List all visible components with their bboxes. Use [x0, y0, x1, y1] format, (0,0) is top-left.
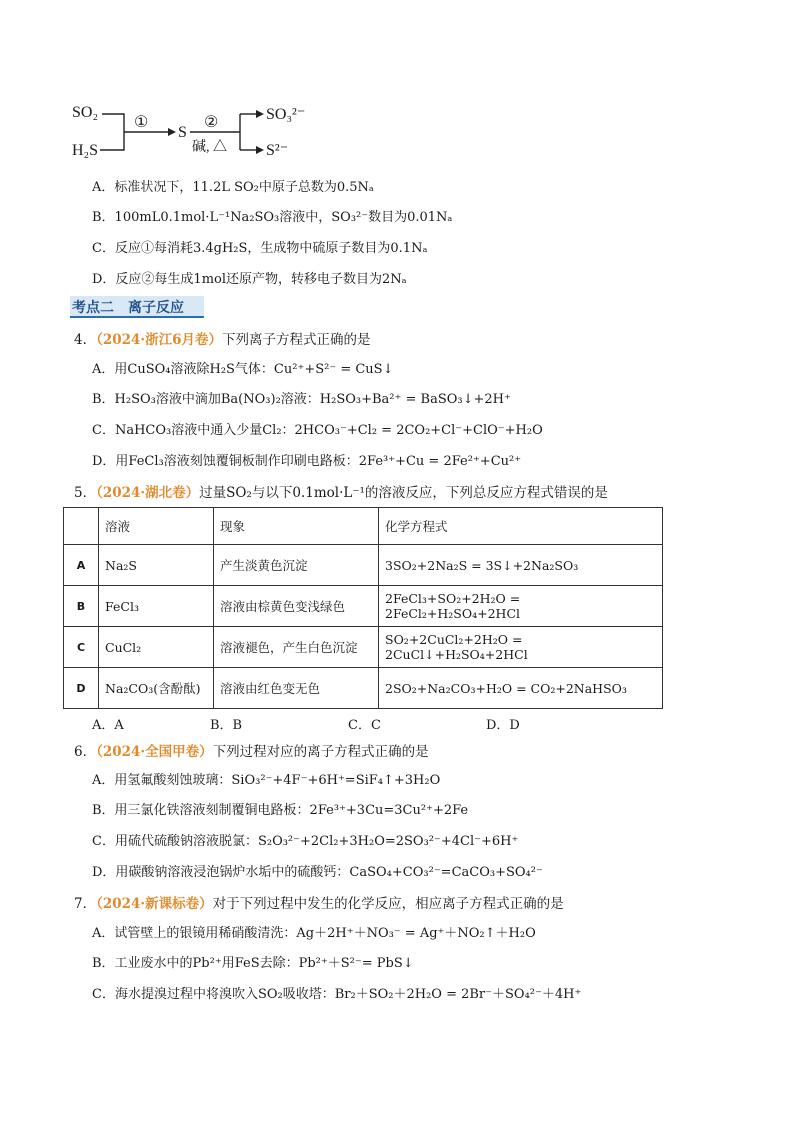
q3-option-a: A．标准状况下，11.2L SO₂中原子总数为0.5Nₐ	[92, 180, 374, 195]
q7-text: 对于下列过程中发生的化学反应，相应离子方程式正确的是	[212, 896, 564, 912]
table-cell: 3SO₂+2Na₂S = 3S↓+2Na₂SO₃	[379, 545, 663, 586]
q4-option-d: D．用FeCl₃溶液刻蚀覆铜板制作印刷电路板：2Fe³⁺+Cu = 2Fe²⁺+Cu²⁺	[92, 454, 522, 469]
q6-number: 6．	[74, 744, 97, 760]
q7-option-b: B．工业废水中的Pb²⁺用FeS去除：Pb²⁺＋S²⁻= PbS↓	[92, 956, 414, 971]
table-header-cell	[64, 508, 99, 545]
diagram-so2: SO₂	[72, 104, 99, 121]
table-row	[64, 545, 663, 586]
table-cell: B	[64, 586, 99, 627]
q5-text: 过量SO₂与以下0.1mol·L⁻¹的溶液反应，下列总反应方程式错误的是	[199, 485, 608, 501]
q6-option-a: A．用氢氟酸刻蚀玻璃：SiO₃²⁻+4F⁻+6H⁺=SiF₄↑+3H₂O	[92, 773, 441, 788]
table-cell: 2SO₂+Na₂CO₃+H₂O = CO₂+2NaHSO₃	[379, 668, 663, 709]
diagram-s2: S²⁻	[266, 142, 289, 159]
diagram-condition: 碱, △	[192, 140, 227, 155]
table-cell: Na₂CO₃(含酚酞)	[99, 668, 214, 709]
table-cell: 2FeCl₃+SO₂+2H₂O = 2FeCl₂+H₂SO₄+2HCl	[379, 586, 663, 627]
arrow-1-head	[168, 128, 176, 136]
diagram-s: S	[178, 124, 187, 141]
q5-answer-d: D．D	[486, 718, 520, 733]
q6-source: （2024·全国甲卷）	[96, 744, 213, 760]
table-cell: C	[64, 627, 99, 668]
table-header-cell: 现象	[214, 508, 379, 545]
q5-stem	[74, 481, 608, 501]
arrow-top-head	[256, 110, 264, 118]
q7-stem	[74, 892, 564, 912]
q3-option-d: D．反应②每生成1mol还原产物，转移电子数目为2Nₐ	[92, 272, 407, 287]
diagram-step1: ①	[134, 114, 149, 131]
q6-option-d: D．用碳酸钠溶液浸泡锅炉水垢中的硫酸钙：CaSO₄+CO₃²⁻=CaCO₃+SO₄²⁻	[92, 865, 543, 880]
q4-option-b: B．H₂SO₃溶液中滴加Ba(NO₃)₂溶液：H₂SO₃+Ba²⁺ = BaSO₃↓+2H⁺	[92, 392, 511, 407]
q3-option-c: C．反应①每消耗3.4gH₂S，生成物中硫原子数目为0.1Nₐ	[92, 241, 428, 256]
diagram-step2: ②	[204, 114, 219, 131]
q4-option-a: A．用CuSO₄溶液除H₂S气体：Cu²⁺+S²⁻ = CuS↓	[92, 362, 394, 377]
q4-stem	[74, 328, 371, 348]
q6-option-c: C．用硫代硫酸钠溶液脱氯：S₂O₃²⁻+2Cl₂+3H₂O=2SO₃²⁻+4Cl⁻+6H⁺	[92, 834, 519, 849]
q7-source: （2024·新课标卷）	[96, 896, 213, 912]
section-title: 考点二 离子反应	[72, 300, 184, 316]
q7-option-c: C．海水提溴过程中将溴吹入SO₂吸收塔：Br₂＋SO₂＋2H₂O = 2Br⁻＋SO₄²⁻＋4H⁺	[92, 987, 582, 1002]
q4-number: 4．	[74, 332, 97, 348]
table-row	[64, 627, 663, 668]
table-cell: CuCl₂	[99, 627, 214, 668]
q5-answer-b: B．B	[210, 718, 243, 733]
table-cell: 溶液由棕黄色变浅绿色	[214, 586, 379, 627]
table-row	[64, 668, 663, 709]
q4-option-c: C．NaHCO₃溶液中通入少量Cl₂：2HCO₃⁻+Cl₂ = 2CO₂+Cl⁻+ClO⁻+H₂O	[92, 423, 543, 438]
diagram-h2s: H₂S	[72, 142, 99, 159]
table-cell: 溶液由红色变无色	[214, 668, 379, 709]
table-cell: SO₂+2CuCl₂+2H₂O = 2CuCl↓+H₂SO₄+2HCl	[379, 627, 663, 668]
q6-option-b: B．用三氯化铁溶液刻制覆铜电路板：2Fe³⁺+3Cu=3Cu²⁺+2Fe	[92, 803, 469, 818]
q7-option-a: A．试管壁上的银镜用稀硝酸清洗：Ag＋2H⁺＋NO₃⁻ = Ag⁺＋NO₂↑＋H₂O	[92, 926, 536, 941]
q6-stem	[74, 740, 429, 760]
q6-text: 下列过程对应的离子方程式正确的是	[212, 744, 429, 760]
diagram-so3: SO₃²⁻	[266, 106, 306, 123]
q5-source: （2024·湖北卷）	[96, 485, 200, 501]
q7-number: 7．	[74, 896, 97, 912]
q5-number: 5．	[74, 485, 97, 501]
q5-answer-c: C．C	[348, 718, 381, 733]
q3-option-b: B．100mL0.1mol·L⁻¹Na₂SO₃溶液中，SO₃²⁻数目为0.01Nₐ	[92, 210, 453, 225]
table-cell: Na₂S	[99, 545, 214, 586]
table-header-row	[64, 508, 663, 545]
table-cell: FeCl₃	[99, 586, 214, 627]
table-cell: D	[64, 668, 99, 709]
table-cell: 溶液褪色，产生白色沉淀	[214, 627, 379, 668]
q4-text: 下列离子方程式正确的是	[222, 332, 371, 348]
table-header-cell: 溶液	[99, 508, 214, 545]
q4-source: （2024·浙江6月卷）	[96, 332, 223, 348]
table-cell: 产生淡黄色沉淀	[214, 545, 379, 586]
arrow-bottom-head	[256, 146, 264, 154]
section-heading	[70, 296, 204, 318]
table-header-cell: 化学方程式	[379, 508, 663, 545]
q5-answer-a: A．A	[92, 718, 124, 733]
left-bracket-line	[100, 114, 124, 150]
q5-table	[63, 507, 663, 709]
table-row	[64, 586, 663, 627]
table-cell: A	[64, 545, 99, 586]
